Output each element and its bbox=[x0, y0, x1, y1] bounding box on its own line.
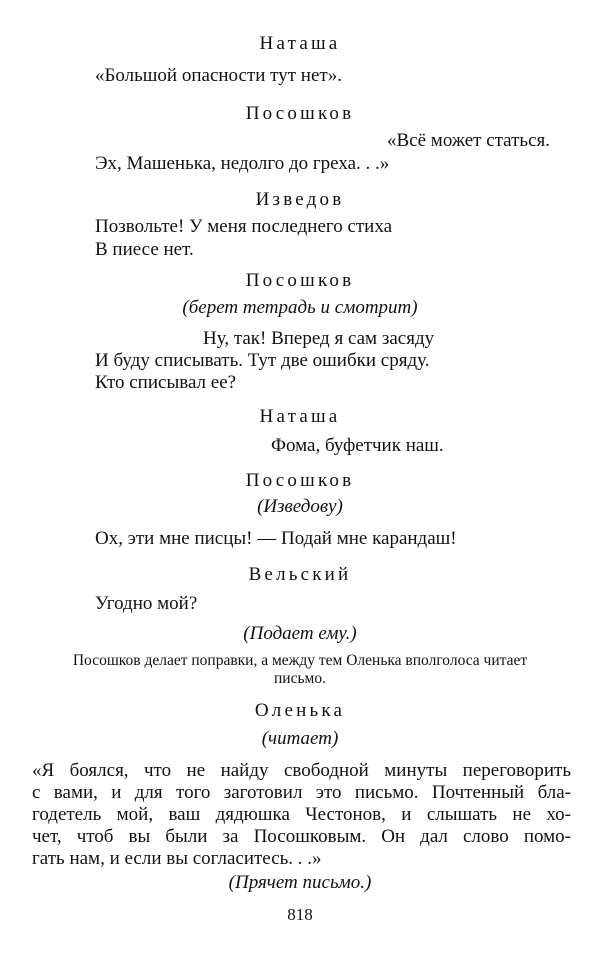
stage-direction: (читает) bbox=[261, 728, 339, 749]
speaker-name: Наташа bbox=[259, 33, 341, 54]
stage-note: письмо. bbox=[274, 670, 326, 687]
verse-line: Позвольте! У меня последнего стиха bbox=[95, 216, 393, 237]
speaker-name: Посошков bbox=[245, 270, 355, 291]
verse-line: Эх, Машенька, недолго до греха. . .» bbox=[95, 153, 390, 174]
speaker-name: Посошков bbox=[245, 103, 355, 124]
prose-line: гать нам, и если вы согласитесь. . .» bbox=[32, 848, 322, 869]
verse-line: Ну, так! Вперед я сам засяду bbox=[203, 328, 435, 349]
stage-note: Посошков делает поправки, а между тем Оленька вполголоса читает bbox=[72, 652, 528, 669]
speaker-name: Посошков bbox=[245, 470, 355, 491]
verse-line: «Большой опасности тут нет». bbox=[95, 65, 342, 86]
prose-line: «Я боялся, что не найду свободной минуты переговорить bbox=[32, 760, 571, 781]
page-number: 818 bbox=[287, 905, 313, 924]
verse-line: «Всё может статься. bbox=[387, 130, 551, 151]
speaker-name: Изведов bbox=[255, 189, 345, 210]
verse-line: Кто списывал ее? bbox=[95, 372, 237, 393]
speaker-name: Вельский bbox=[248, 564, 352, 585]
prose-line: годетель мой, ваш дядюшка Честонов, и слышать не хо- bbox=[32, 804, 571, 825]
prose-line: с вами, и для того заготовил это письмо. Почтенный бла- bbox=[32, 782, 571, 803]
stage-direction: (Подает ему.) bbox=[243, 623, 357, 644]
verse-line: В пиесе нет. bbox=[95, 239, 194, 260]
stage-direction: (Изведову) bbox=[257, 496, 343, 517]
verse-line: Ох, эти мне писцы! — Подай мне карандаш! bbox=[95, 528, 457, 549]
verse-line: И буду списывать. Тут две ошибки сряду. bbox=[95, 350, 430, 371]
speaker-name: Наташа bbox=[259, 406, 341, 427]
stage-direction: (берет тетрадь и смотрит) bbox=[182, 297, 418, 318]
speaker-name: Оленька bbox=[254, 700, 346, 721]
verse-line: Угодно мой? bbox=[95, 593, 198, 614]
prose-line: чет, чтоб вы были за Посошковым. Он дал слово помо- bbox=[32, 826, 571, 847]
stage-direction: (Прячет письмо.) bbox=[228, 872, 372, 893]
verse-line: Фома, буфетчик наш. bbox=[271, 435, 444, 456]
